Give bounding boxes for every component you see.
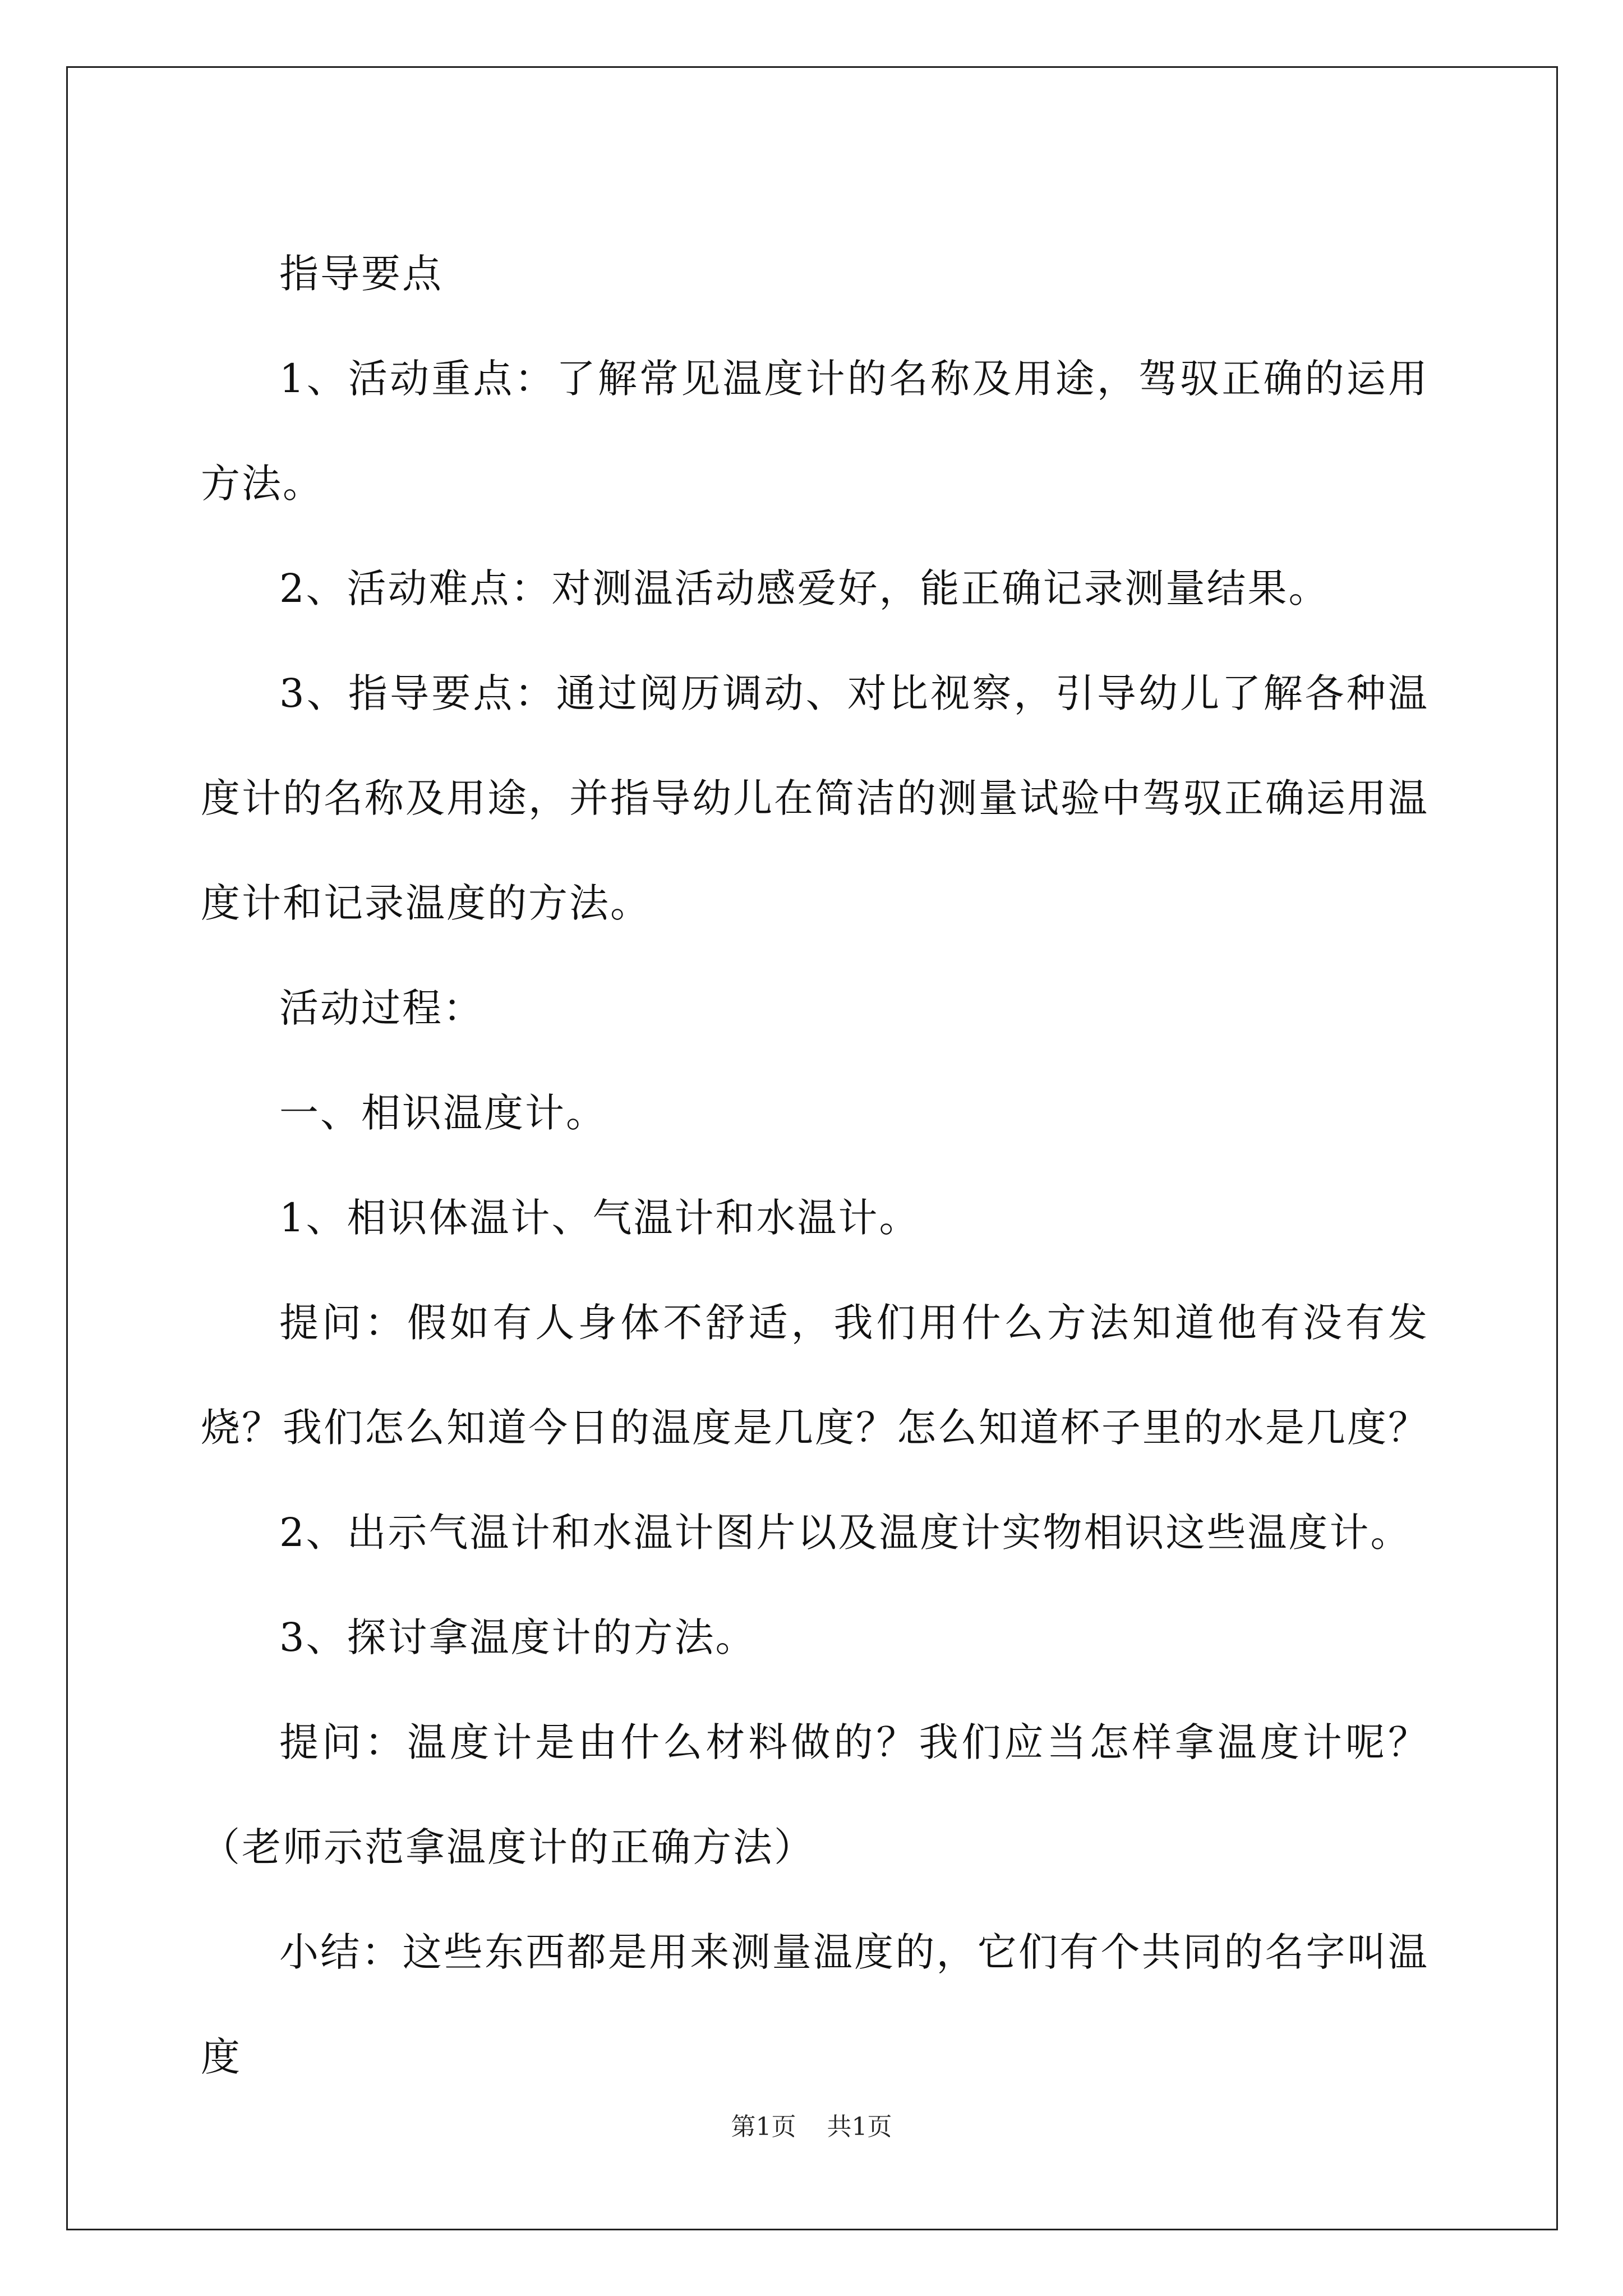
page-total: 共1页	[827, 2113, 892, 2141]
paragraph-difficulty: 2、活动难点：对测温活动感爱好，能正确记录测量结果。	[279, 565, 1330, 611]
paragraph-guidance-points: 3、指导要点：通过阅历调动、对比视察，引导幼儿了解各种温度计的名称及用途，并指导幼儿在简洁的测量试验中驾驭正确运用温度计和记录温度的方法。	[201, 670, 1429, 926]
paragraph-step-2: 2、出示气温计和水温计图片以及温度计实物相识这些温度计。	[279, 1510, 1412, 1556]
paragraph-question-1: 提问：假如有人身体不舒适，我们用什么方法知道他有没有发烧？我们怎么知道今日的温度是几度？怎么知道杯子里的水是几度？	[201, 1300, 1429, 1451]
paragraph-summary: 小结：这些东西都是用来测量温度的，它们有个共同的名字叫温度	[201, 1929, 1429, 2080]
document-body	[201, 222, 1429, 2110]
paragraph-step-1: 1、相识体温计、气温计和水温计。	[279, 1195, 920, 1241]
paragraph-step-3: 3、探讨拿温度计的方法。	[279, 1614, 757, 1660]
paragraph-heading-guidance: 指导要点	[279, 251, 443, 297]
paragraph-focus: 1、活动重点：了解常见温度计的名称及用途，驾驭正确的运用方法。	[201, 356, 1429, 507]
page-footer	[0, 2106, 1623, 2142]
paragraph-section-one: 一、相识温度计。	[279, 1090, 607, 1136]
paragraph-process-heading: 活动过程：	[279, 985, 484, 1031]
paragraph-question-2: 提问：温度计是由什么材料做的？我们应当怎样拿温度计呢？（老师示范拿温度计的正确方法）	[201, 1719, 1429, 1870]
page-number: 第1页	[731, 2113, 796, 2141]
